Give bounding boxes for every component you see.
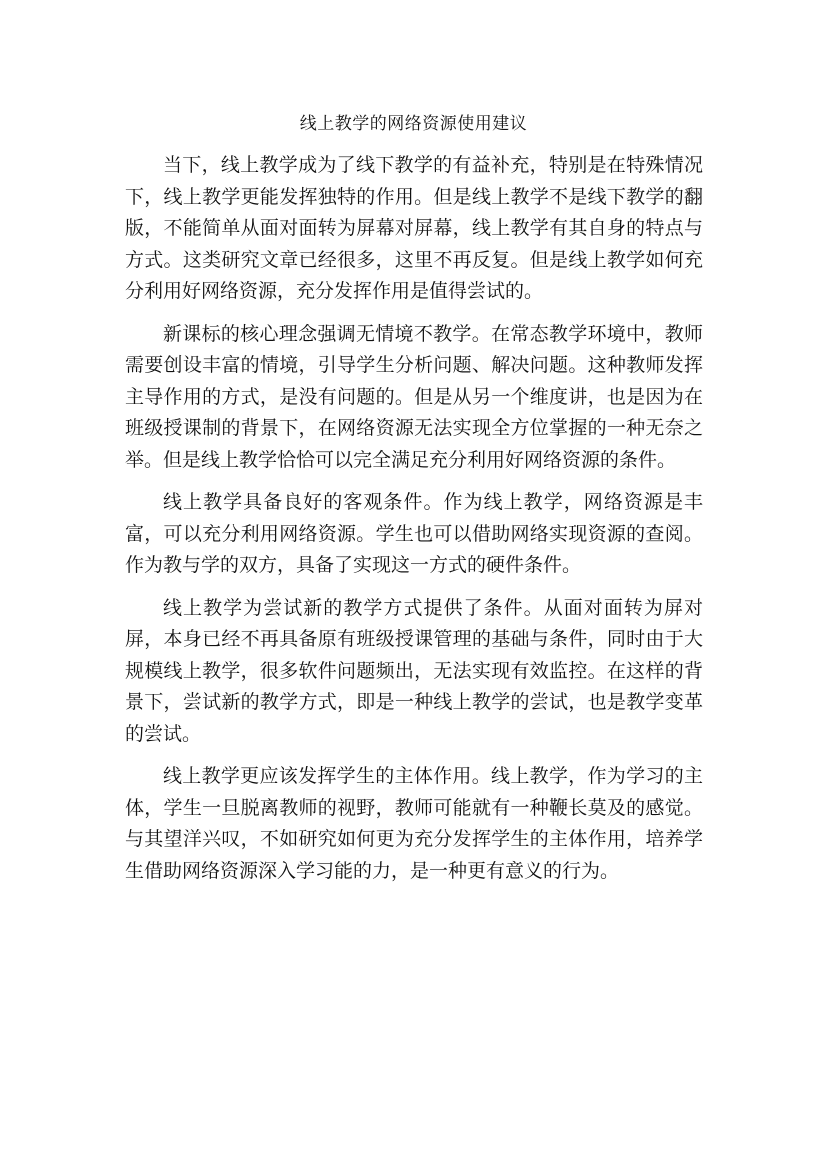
- document-body: [125, 150, 703, 898]
- paragraph-2: 新课标的核心理念强调无情境不教学。在常态教学环境中，教师需要创设丰富的情境，引导学生分析问题、解决问题。这种教师发挥主导作用的方式，是没有问题的。但是从另一个维度讲，也是因为在班级授课制的背景下，在网络资源无法实现全方位掌握的一种无奈之举。但是线上教学恰恰可以完全满足充分利用好网络资源的条件。: [125, 322, 703, 471]
- paragraph-5: 线上教学更应该发挥学生的主体作用。线上教学，作为学习的主体，学生一旦脱离教师的视野，教师可能就有一种鞭长莫及的感觉。与其望洋兴叹，不如研究如何更为充分发挥学生的主体作用，培养学生借助网络资源深入学习能的力，是一种更有意义的行为。: [125, 765, 703, 882]
- paragraph-4: 线上教学为尝试新的教学方式提供了条件。从面对面转为屏对屏，本身已经不再具备原有班级授课管理的基础与条件，同时由于大规模线上教学，很多软件问题频出，无法实现有效监控。在这样的背景下，尝试新的教学方式，即是一种线上教学的尝试，也是教学变革的尝试。: [125, 596, 703, 745]
- document-title: 线上教学的网络资源使用建议: [299, 114, 528, 134]
- paragraph-3: 线上教学具备良好的客观条件。作为线上教学，网络资源是丰富，可以充分利用网络资源。学生也可以借助网络实现资源的查阅。作为教与学的双方，具备了实现这一方式的硬件条件。: [125, 491, 703, 576]
- paragraph-1: 当下，线上教学成为了线下教学的有益补充，特别是在特殊情况下，线上教学更能发挥独特的作用。但是线上教学不是线下教学的翻版，不能简单从面对面转为屏幕对屏幕，线上教学有其自身的特点与方式。这类研究文章已经很多，这里不再反复。但是线上教学如何充分利用好网络资源，充分发挥作用是值得尝试的。: [125, 154, 703, 302]
